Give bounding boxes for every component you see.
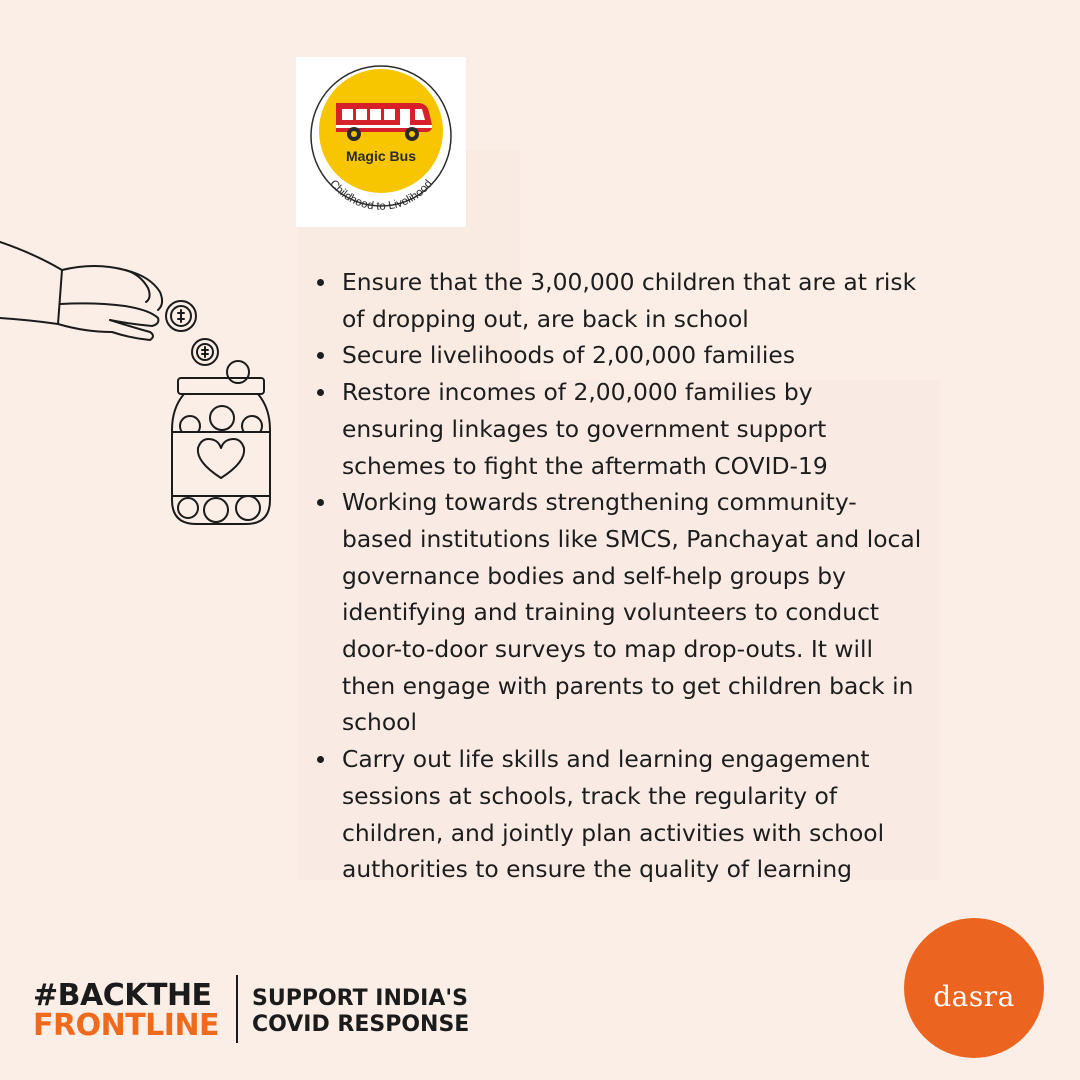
logo-name: Magic Bus [345,148,417,164]
donation-jar-illustration [0,232,300,532]
list-item: Ensure that the 3,00,000 children that are at risk of dropping out, are back in school [312,264,922,337]
campaign-hashtag [33,978,220,1043]
hashtag-line-1: #BACKTHE [33,978,212,1013]
dasra-logo [904,918,1044,1058]
list-item: Carry out life skills and learning engagement sessions at schools, track the regularity of children, and jointly plan activities with school authorities to ensure the quality of learning [312,741,922,888]
commitments-list [312,264,922,888]
hand-dropping-coin-into-donation-jar-icon [0,232,300,532]
magic-bus-logo [296,57,466,227]
campaign-subtitle [252,986,469,1038]
list-item: Secure livelihoods of 2,00,000 families [312,337,922,374]
dasra-logo-text: dasra [933,980,1015,1013]
subtitle-line-1: SUPPORT INDIA'S [252,986,468,1011]
logo-tagline: Childhood to Livelihood [327,177,435,213]
footer-divider [236,975,238,1043]
subtitle-line-2: COVID RESPONSE [252,1012,470,1037]
list-item: Working towards strengthening community-based institutions like SMCS, Panchayat and local governance bodies and self-help groups by identifying and training volunteers to conduct door-to-door surveys to map drop-outs. It will then engage with parents to get children back in school [312,484,922,741]
hashtag-line-2: FRONTLINE [33,1008,220,1043]
magic-bus-logo-graphic [296,57,466,227]
list-item: Restore incomes of 2,00,000 families by ensuring linkages to government support schemes to fight the aftermath COVID-19 [312,374,922,484]
